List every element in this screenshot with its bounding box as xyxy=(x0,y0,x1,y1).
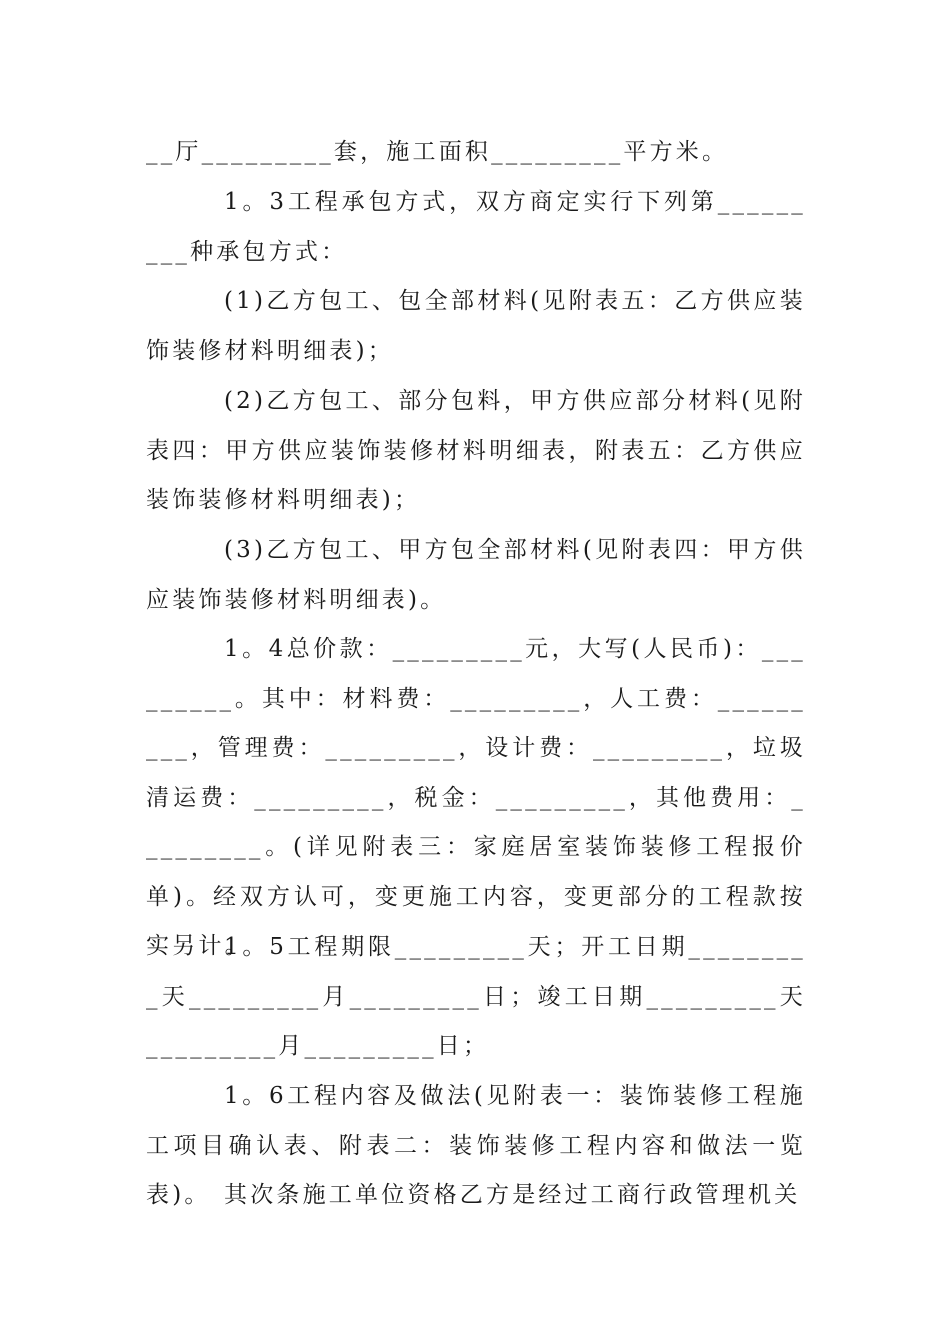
paragraph-option-1: (1)乙方包工、包全部材料(见附表五：乙方供应装饰装修材料明细表)； xyxy=(146,288,806,364)
paragraph-contractor-qualification: 其次条施工单位资格乙方是经过工商行政管理机关 xyxy=(224,1182,801,1208)
paragraph-schedule: 1。5工程期限_________天；开工日期_________天_________月_________日；竣工日期_________天_________月_________日； xyxy=(146,934,806,1059)
paragraph-option-2: (2)乙方包工、部分包料，甲方供应部分材料(见附表四：甲方供应装饰装修材料明细表，附表五：乙方供应装饰装修材料明细表)； xyxy=(146,388,806,513)
paragraph-room-area: __厅_________套，施工面积_________平方米。 xyxy=(146,139,729,165)
paragraph-work-content: 1。6工程内容及做法(见附表一：装饰装修工程施工项目确认表、附表二：装饰装修工程内容和做法一览表)。 xyxy=(146,1083,806,1208)
paragraph-total-price: 1。4总价款：_________元，大写(人民币)：_________。其中：材料费：_________，人工费：_________，管理费：_________，设计费：_________，垃圾清运费：_________，税金：_________，其他费用：_________。(详见附表三：家庭居室装饰装修工程报价单)。经双方认可，变更施工内容，变更部分的工程款按实另计。 xyxy=(146,636,806,959)
paragraph-contract-method: 1。3工程承包方式，双方商定实行下列第_________种承包方式： xyxy=(146,189,806,265)
paragraph-option-3: (3)乙方包工、甲方包全部材料(见附表四：甲方供应装饰装修材料明细表)。 xyxy=(146,537,806,613)
